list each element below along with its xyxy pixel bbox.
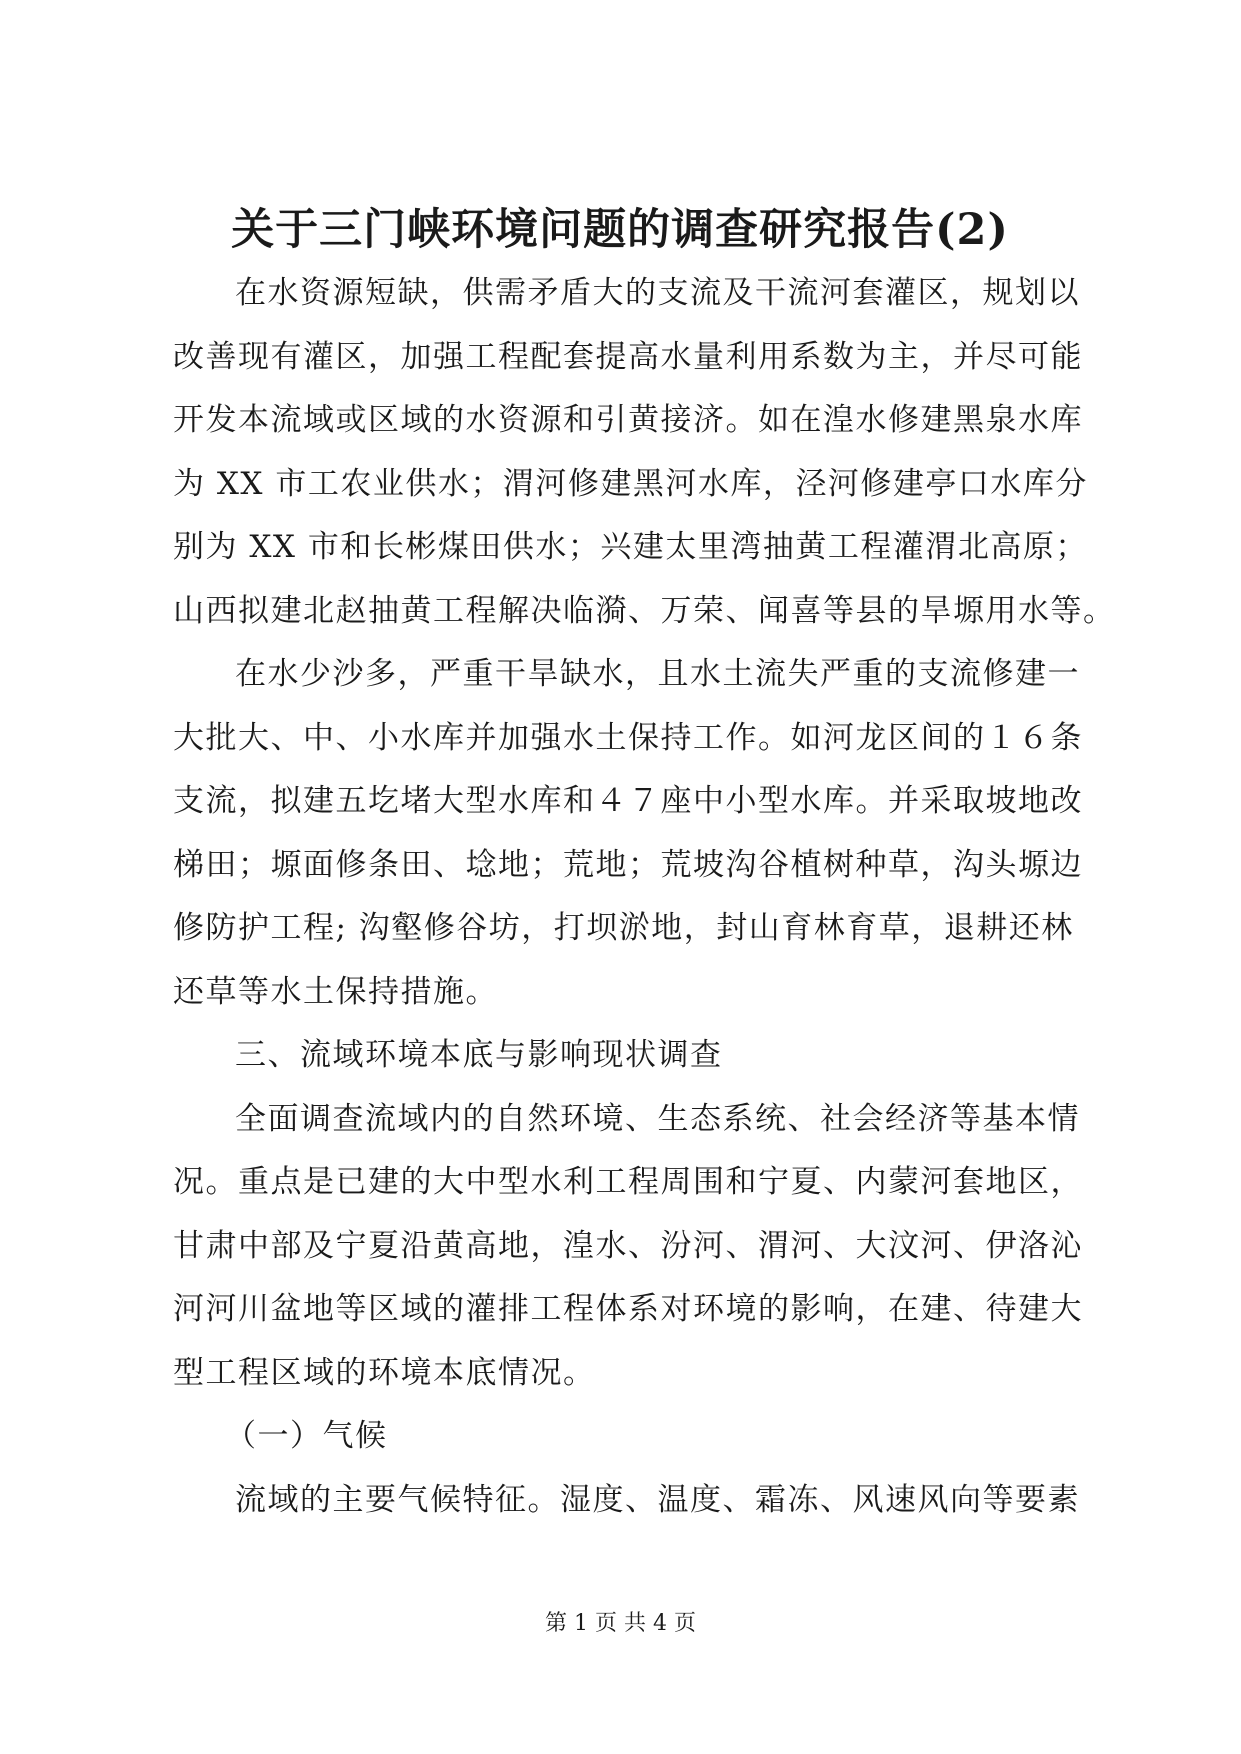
paragraph-line: 为 XX 市工农业供水；渭河修建黑河水库，泾河修建亭口水库分 xyxy=(173,465,1088,502)
paragraph-line: 全面调查流域内的自然环境、生态系统、社会经济等基本情 xyxy=(235,1100,1080,1137)
paragraph-line: 型工程区域的环境本底情况。 xyxy=(173,1354,596,1391)
section-heading: 三、流域环境本底与影响现状调查 xyxy=(235,1037,723,1073)
paragraph-line: 河河川盆地等区域的灌排工程体系对环境的影响，在建、待建大 xyxy=(173,1291,1083,1327)
paragraph-line: 改善现有灌区，加强工程配套提高水量利用系数为主，并尽可能 xyxy=(173,338,1083,375)
paragraph-line: 大批大、中、小水库并加强水土保持工作。如河龙区间的１６条 xyxy=(173,719,1083,756)
paragraph-line: 别为 XX 市和长彬煤田供水；兴建太里湾抽黄工程灌渭北高原； xyxy=(173,529,1088,565)
document-title: 关于三门峡环境问题的调查研究报告(2) xyxy=(231,205,1009,255)
page-footer: 第 1 页 共 4 页 xyxy=(545,1611,696,1636)
paragraph-line: 梯田；塬面修条田、埝地；荒地；荒坡沟谷植树种草，沟头塬边 xyxy=(173,846,1083,883)
paragraph-line: 甘肃中部及宁夏沿黄高地，湟水、汾河、渭河、大汶河、伊洛沁 xyxy=(173,1227,1083,1264)
paragraph-line: 开发本流域或区域的水资源和引黄接济。如在湟水修建黑泉水库 xyxy=(173,402,1083,438)
paragraph-line: 在水资源短缺，供需矛盾大的支流及干流河套灌区，规划以 xyxy=(235,275,1080,311)
paragraph-line: 流域的主要气候特征。湿度、温度、霜冻、风速风向等要素 xyxy=(235,1481,1080,1518)
paragraph-line: 支流，拟建五圪堵大型水库和４７座中小型水库。并采取坡地改 xyxy=(173,783,1083,819)
paragraph-line: 山西拟建北赵抽黄工程解决临漪、万荣、闻喜等县的旱塬用水等。 xyxy=(173,592,1116,629)
paragraph-line: 况。重点是已建的大中型水利工程周围和宁夏、内蒙河套地区， xyxy=(173,1164,1083,1200)
paragraph-line: 还草等水土保持措施。 xyxy=(173,973,498,1010)
document-body xyxy=(173,262,1116,1532)
paragraph-line: 在水少沙多，严重干旱缺水，且水土流失严重的支流修建一 xyxy=(235,656,1080,692)
subsection-heading: （一）气候 xyxy=(225,1418,388,1454)
paragraph-line: 修防护工程; 沟壑修谷坊，打坝淤地，封山育林育草，退耕还林 xyxy=(173,910,1074,946)
